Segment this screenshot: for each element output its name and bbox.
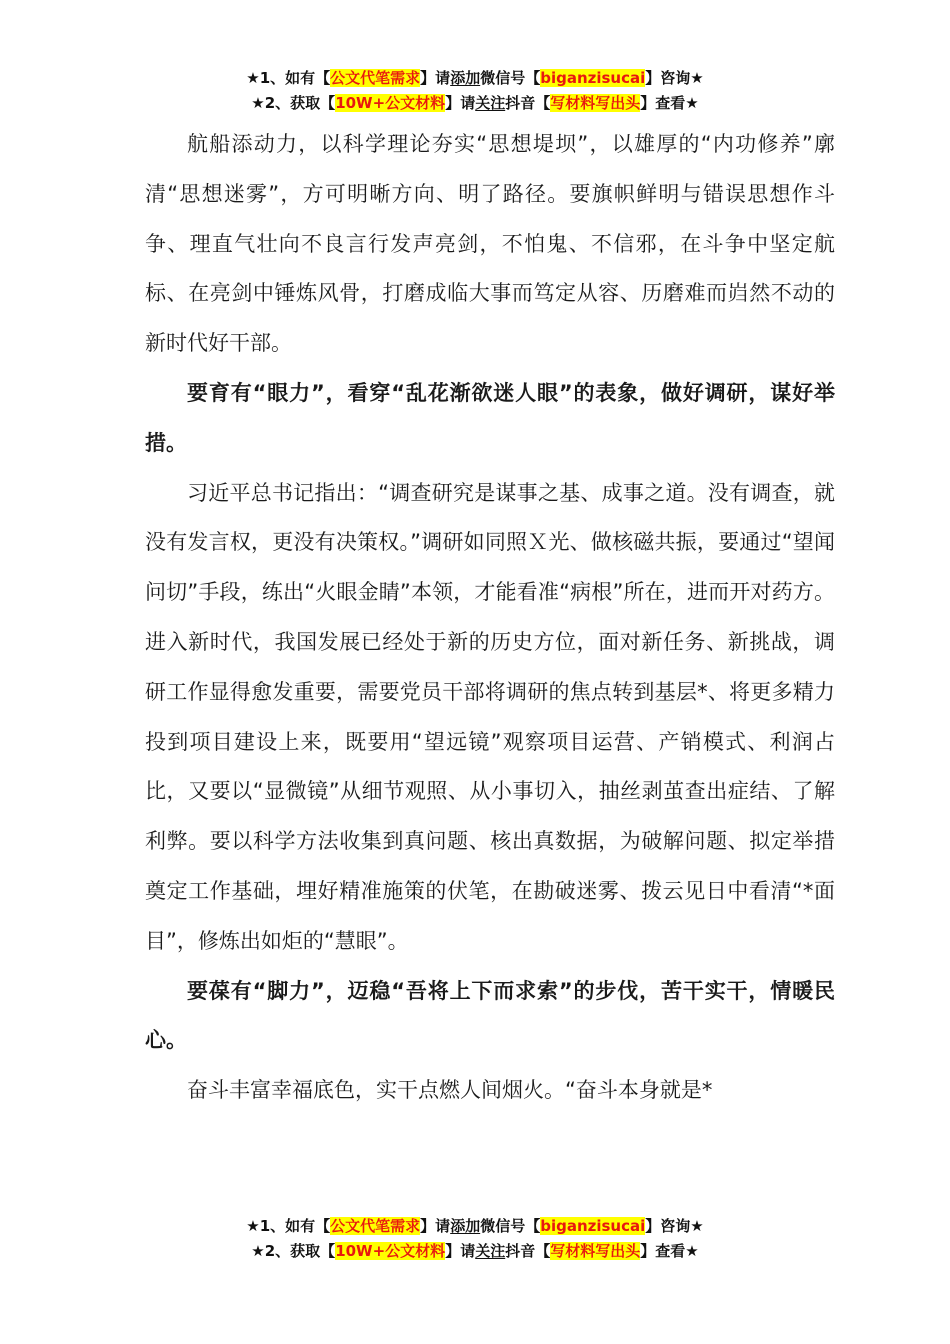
header-banner	[0, 66, 950, 116]
section-heading-footwork: 要葆有“脚力”，迈稳“吾将上下而求索”的步伐，苦干实干，情暖民心。	[145, 978, 835, 1053]
section-heading-eyesight: 要育有“眼力”，看穿“乱花渐欲迷人眼”的表象，做好调研，谋好举措。	[145, 380, 835, 455]
highlight-materials: 10W+公文材料	[335, 94, 446, 112]
banner-line-1: ★1、如有【公文代笔需求】请添加微信号【biganzisucai】咨询★	[246, 1217, 704, 1235]
highlight-service: 公文代笔需求	[330, 1217, 421, 1235]
highlight-materials: 10W+公文材料	[335, 1242, 446, 1260]
footer-banner	[0, 1214, 950, 1264]
highlight-service: 公文代笔需求	[330, 69, 421, 87]
paragraph-continuation: 航船添动力，以科学理论夯实“思想堤坝”，以雄厚的“内功修养”廓清“思想迷雾”，方可明晰方向、明了路径。要旗帜鲜明与错误思想作斗争、理直气壮向不良言行发声亮剑，不怕鬼、不信邪，在斗争中坚定航标、在亮剑中锤炼风骨，打磨成临大事而笃定从容、历磨难而岿然不动的新时代好干部。	[145, 132, 835, 356]
banner-line-2: ★2、获取【10W+公文材料】请关注抖音【写材料写出头】查看★	[251, 1242, 699, 1260]
document-body	[145, 120, 835, 1116]
paragraph-struggle: 奋斗丰富幸福底色，实干点燃人间烟火。“奋斗本身就是*	[187, 1078, 713, 1103]
highlight-wechat-id: biganzisucai	[540, 1217, 646, 1235]
banner-line-2: ★2、获取【10W+公文材料】请关注抖音【写材料写出头】查看★	[251, 94, 699, 112]
highlight-wechat-id: biganzisucai	[540, 69, 646, 87]
banner-line-1: ★1、如有【公文代笔需求】请添加微信号【biganzisucai】咨询★	[246, 69, 704, 87]
highlight-douyin-account: 写材料写出头	[550, 1242, 641, 1260]
paragraph-research: 习近平总书记指出：“调查研究是谋事之基、成事之道。没有调查，就没有发言权，更没有决策权。”调研如同照Ｘ光、做核磁共振，要通过“望闻问切”手段，练出“火眼金睛”本领，才能看准“病根”所在，进而开对药方。进入新时代，我国发展已经处于新的历史方位，面对新任务、新挑战，调研工作显得愈发重要，需要党员干部将调研的焦点转到基层*、将更多精力投到项目建设上来，既要用“望远镜”观察项目运营、产销模式、利润占比，又要以“显微镜”从细节观照、从小事切入，抽丝剥茧查出症结、了解利弊。要以科学方法收集到真问题、核出真数据，为破解问题、拟定举措奠定工作基础，埋好精准施策的伏笔，在勘破迷雾、拨云见日中看清“*面目”，修炼出如炬的“慧眼”。	[145, 480, 835, 953]
highlight-douyin-account: 写材料写出头	[550, 94, 641, 112]
